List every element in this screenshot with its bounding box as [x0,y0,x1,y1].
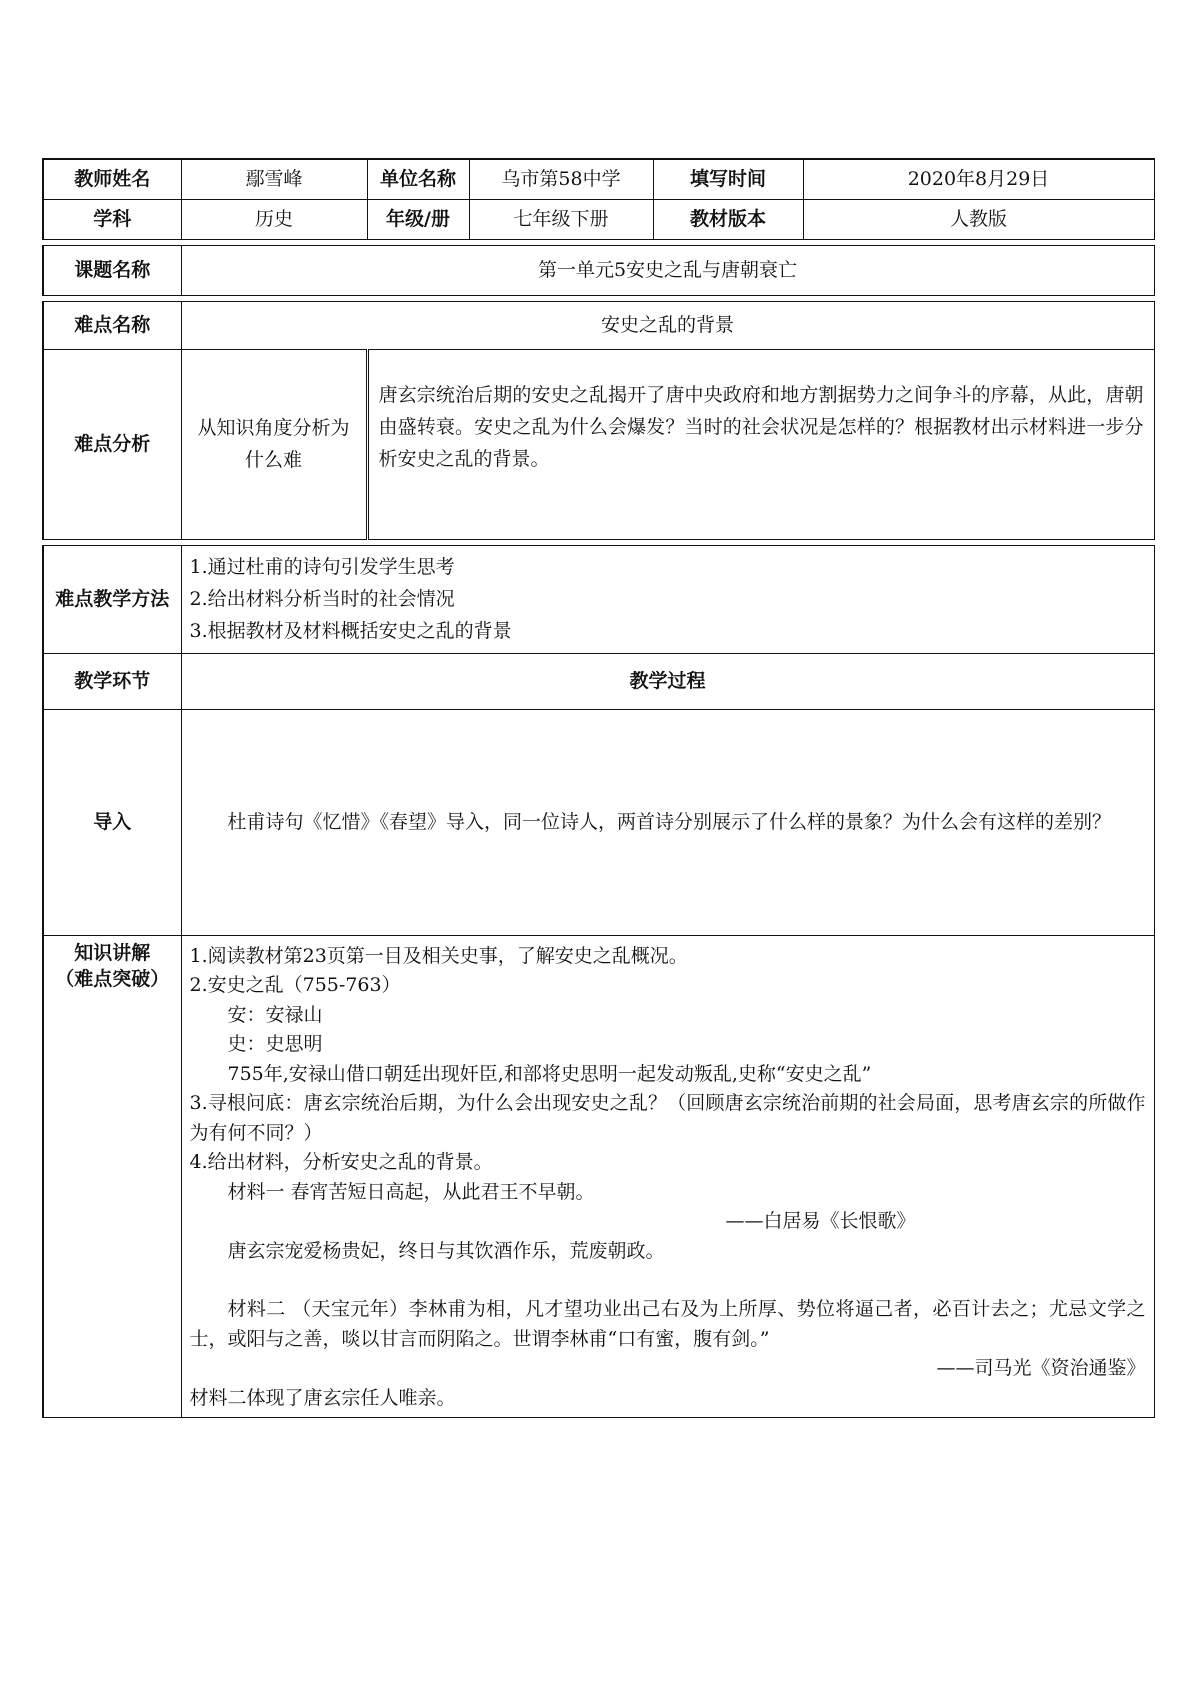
difficulty-row [43,301,1154,349]
analysis-text: 唐玄宗统治后期的安史之乱揭开了唐中央政府和地方割据势力之间争斗的序幕，从此，唐朝由盛转衰。安史之乱为什么会爆发？当时的社会状况是怎样的？根据教材出示材料进一步分析安史之乱的背景。 [367,349,1154,539]
knowledge-content [181,935,1154,1418]
knowledge-citation: ——司马光《资治通鉴》 [936,1357,1146,1379]
knowledge-blank-line [190,1266,1146,1295]
intro-row [43,709,1154,935]
knowledge-line: 755年,安禄山借口朝廷出现奸臣,和部将史思明一起发动叛乱,史称“安史之乱” [227,1062,872,1085]
method-item: 2.给出材料分析当时的社会情况 [189,588,455,610]
edition-label: 教材版本 [653,199,803,239]
topic-label: 课题名称 [43,245,181,295]
teacher-name-value: 鄢雪峰 [181,159,367,199]
knowledge-line: 4.给出材料，分析安史之乱的背景。 [189,1151,493,1173]
unit-name-label: 单位名称 [367,159,469,199]
knowledge-line: 材料一 春宵苦短日高起，从此君王不早朝。 [227,1180,595,1203]
intro-label: 导入 [43,709,181,935]
unit-name-value: 乌市第58中学 [469,159,653,199]
teacher-name-label: 教师姓名 [43,159,181,199]
knowledge-line: 安：安禄山 [227,1003,323,1026]
analysis-label: 难点分析 [43,349,181,539]
process-label: 教学过程 [181,653,1154,709]
grade-value: 七年级下册 [469,199,653,239]
knowledge-label [43,935,181,1418]
fill-date-label: 填写时间 [653,159,803,199]
knowledge-label-line1: 知识讲解 [74,941,151,964]
grade-label: 年级/册 [367,199,469,239]
knowledge-line: 唐玄宗宠爱杨贵妃，终日与其饮酒作乐，荒废朝政。 [227,1239,665,1262]
knowledge-line: 史：史思明 [227,1033,323,1055]
analysis-sub-label: 从知识角度分析为什么难 [181,349,367,539]
knowledge-line: 3.寻根问底：唐玄宗统治后期，为什么会出现安史之乱？（回顾唐玄宗统治前期的社会局面，思考唐玄宗的所做作为有何不同？） [189,1092,1146,1144]
method-item: 3.根据教材及材料概括安史之乱的背景 [189,620,512,642]
analysis-row [43,349,1154,539]
knowledge-label-line2: （难点突破） [55,967,170,990]
methods-list [181,545,1154,653]
lesson-plan-page [42,158,1153,1418]
knowledge-line: 2.安史之乱（755-763） [189,974,401,996]
subject-label: 学科 [43,199,181,239]
subject-value: 历史 [181,199,367,239]
stage-label: 教学环节 [43,653,181,709]
topic-row [43,245,1154,295]
methods-label: 难点教学方法 [43,545,181,653]
difficulty-value: 安史之乱的背景 [181,301,1154,349]
knowledge-citation: ——白居易《长恨歌》 [725,1210,916,1232]
header-row-1 [43,159,1154,199]
method-item: 1.通过杜甫的诗句引发学生思考 [189,556,455,578]
knowledge-line: 1.阅读教材第23页第一目及相关史事，了解安史之乱概况。 [189,944,688,967]
header-row-2 [43,199,1154,239]
knowledge-line: 材料二 （天宝元年）李林甫为相，凡才望功业出己右及为上所厚、势位将逼己者，必百计去之；尤忌文学之士，或阳与之善，啖以甘言而阴陷之。世谓李林甫“口有蜜，腹有剑。” [189,1298,1146,1350]
difficulty-label: 难点名称 [43,301,181,349]
knowledge-line: 材料二体现了唐玄宗任人唯亲。 [189,1386,456,1409]
methods-row [43,545,1154,653]
topic-value: 第一单元5安史之乱与唐朝衰亡 [181,245,1154,295]
intro-text: 杜甫诗句《忆惜》《春望》导入，同一位诗人，两首诗分别展示了什么样的景象？为什么会有这样的差别？ [181,709,1154,935]
knowledge-row [43,935,1154,1418]
lesson-plan-table [42,158,1155,1418]
fill-date-value: 2020年8月29日 [803,159,1154,199]
edition-value: 人教版 [803,199,1154,239]
process-header-row [43,653,1154,709]
